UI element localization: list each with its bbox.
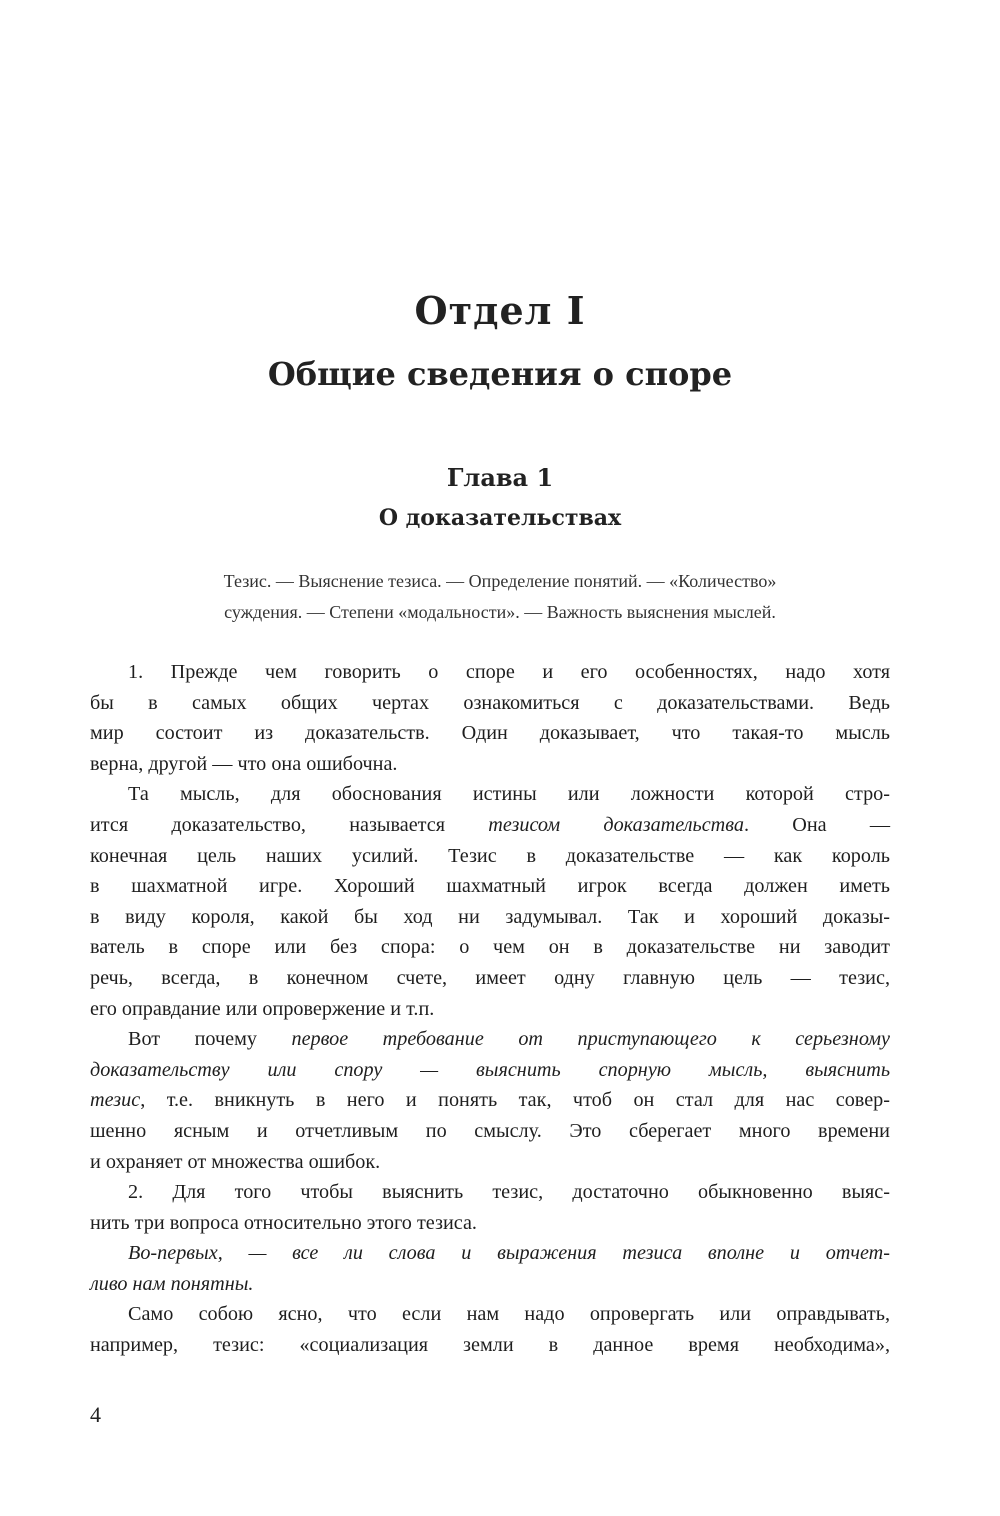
part-title: Отдел I <box>414 288 586 333</box>
text-line: доказательству или спору — выяснить спорную мысль, выяснить <box>90 1058 890 1081</box>
body-text <box>90 657 890 1361</box>
text-line: речь, всегда, в конечном счете, имеет одну главную цель — тезис, <box>90 966 890 989</box>
text-line: 2. Для того чтобы выяснить тезис, достаточно обыкновенно выяс- <box>128 1181 890 1204</box>
part-subtitle: Общие сведения о споре <box>267 355 733 393</box>
text-line: ватель в споре или без спора: о чем он в доказательстве ни заводит <box>90 936 890 959</box>
chapter-title: Глава 1 <box>446 463 554 492</box>
text-line: конечная цель наших усилий. Тезис в доказательстве — как король <box>90 844 890 867</box>
page-number: 4 <box>90 1402 101 1427</box>
text-line <box>90 1085 890 1116</box>
chapter-subtitle: О доказательствах <box>378 505 622 531</box>
text-line: ливо нам понятны. <box>90 1272 254 1295</box>
text-line <box>90 810 890 841</box>
text-line: Та мысль, для обоснования истины или ложности которой стро- <box>128 783 890 806</box>
text-line: Во-первых, — все ли слова и выражения тезиса вполне и отчет- <box>128 1242 890 1265</box>
text-line: нить три вопроса относительно этого тезиса. <box>90 1211 477 1234</box>
text-line: 1. Прежде чем говорить о споре и его особенностях, надо хотя <box>128 661 890 683</box>
text-line: бы в самых общих чертах ознакомиться с доказательствами. Ведь <box>90 691 890 714</box>
text-line: его оправдание или опровержение и т.п. <box>90 997 435 1020</box>
text-run: . Она — <box>743 813 891 836</box>
text-line: верна, другой — что она ошибочна. <box>90 752 398 775</box>
italic-emphasis: тезис <box>90 1089 141 1112</box>
text-line: мир состоит из доказательств. Один доказывает, что такая-то мысль <box>90 722 890 745</box>
italic-term: тезисом доказательства <box>488 813 744 836</box>
text-run: ится доказательство, называется <box>90 813 489 836</box>
text-line: и охраняет от множества ошибок. <box>90 1150 381 1173</box>
chapter-abstract <box>120 566 880 628</box>
text-line: в виду короля, какой бы ход ни задумывал. Так и хороший доказы- <box>90 905 890 928</box>
text-line: например, тезис: «социализация земли в данное время необходима», <box>90 1334 890 1357</box>
text-run: , т.е. вникнуть в него и понять так, чтоб он стал для нас совер- <box>140 1089 890 1112</box>
text-line <box>90 1024 890 1055</box>
text-run: Вот почему <box>128 1028 292 1051</box>
text-line: шенно ясным и отчетливым по смыслу. Это сберегает много времени <box>90 1119 890 1142</box>
abstract-line: суждения. — Степени «модальности». — Важность выяснения мыслей. <box>224 602 776 622</box>
italic-emphasis: первое требование от приступающего к серьезному <box>291 1028 890 1051</box>
text-line: в шахматной игре. Хороший шахматный игрок всегда должен иметь <box>90 875 890 898</box>
abstract-line: Тезис. — Выяснение тезиса. — Определение понятий. — «Количество» <box>223 571 777 591</box>
text-line: Само собою ясно, что если нам надо опровергать или оправдывать, <box>128 1303 890 1326</box>
